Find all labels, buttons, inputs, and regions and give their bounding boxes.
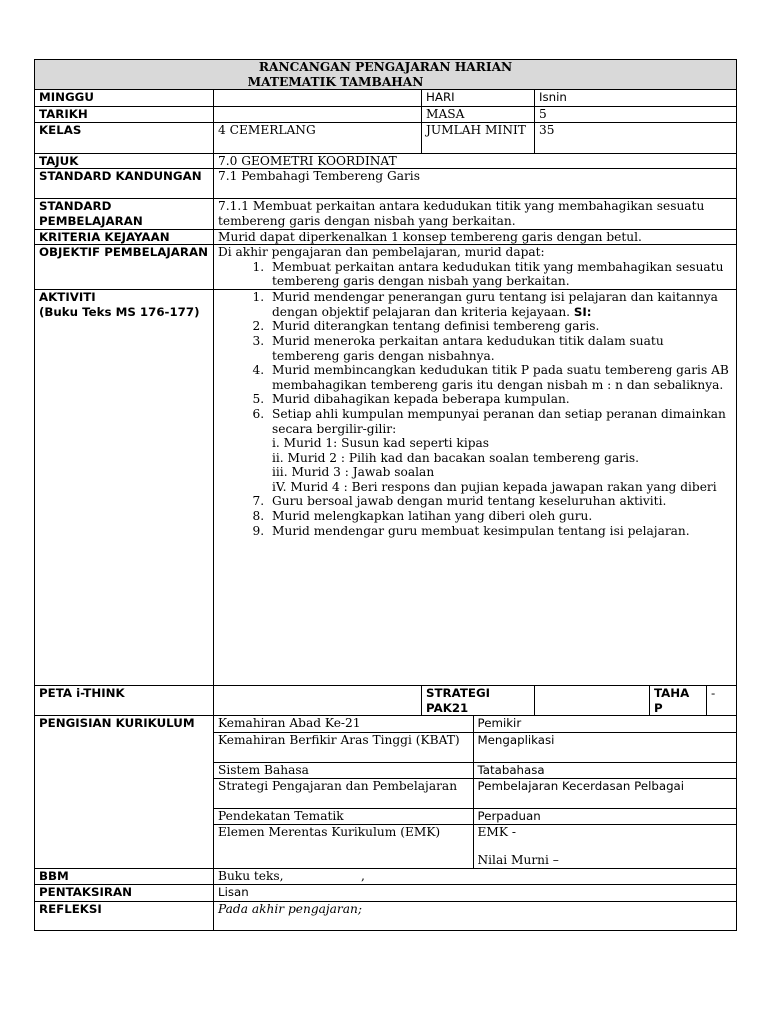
aktiviti-item-2: 2. Murid diterangkan tentang definisi tembereng garis. xyxy=(268,319,732,334)
bbm-label: BBM xyxy=(35,869,214,885)
lesson-plan-document xyxy=(34,59,736,931)
objektif-item: 1. Membuat perkaitan antara kedudukan titik yang membahagikan sesuatu tembereng garis dengan nisbah yang berkaitan. xyxy=(268,260,732,289)
standard-pembelajaran-value: 7.1.1 Membuat perkaitan antara kedudukan titik yang membahagikan sesuatu tembereng garis dengan nisbah yang berkaitan. xyxy=(214,199,737,229)
kriteria-kejayaan-value: Murid dapat diperkenalkan 1 konsep tembereng garis dengan betul. xyxy=(214,229,737,245)
standard-kandungan-value: 7.1 Pembahagi Tembereng Garis xyxy=(214,169,737,199)
pengisian-value-5: Perpaduan xyxy=(473,808,736,824)
pengisian-key-4: Strategi Pengajaran dan Pembelajaran xyxy=(214,778,473,808)
objektif-label: OBJEKTIF PEMBELAJARAN xyxy=(35,245,214,290)
aktiviti-item-5: 5. Murid dibahagikan kepada beberapa kumpulan. xyxy=(268,392,732,407)
pengisian-key-1: Kemahiran Abad Ke-21 xyxy=(214,716,473,732)
pentaksiran-value: Lisan xyxy=(214,884,737,901)
aktiviti-label-cell xyxy=(35,290,214,686)
aktiviti-item-4: 4. Murid membincangkan kedudukan titik P pada suatu tembereng garis AB membahagikan tembereng garis itu dengan nisbah m : n dan sebaliknya. xyxy=(268,363,732,392)
objektif-content xyxy=(214,245,737,290)
aktiviti-list xyxy=(218,290,732,538)
aktiviti-item-9: 9. Murid mendengar guru membuat kesimpulan tentang isi pelajaran. xyxy=(268,524,732,539)
aktiviti-item-1 xyxy=(268,290,732,319)
aktiviti-item-6-text: Setiap ahli kumpulan mempunyai peranan dan setiap peranan dimainkan secara bergilir-gilir: xyxy=(272,406,726,436)
pengisian-value-1: Pemikir xyxy=(473,716,736,732)
emk-value: EMK - xyxy=(477,824,516,839)
peta-ithink-value xyxy=(214,686,422,716)
aktiviti-item-7: 7. Guru bersoal jawab dengan murid tentang keseluruhan aktiviti. xyxy=(268,494,732,509)
si-tag: SI: xyxy=(573,304,592,319)
role-3: iii. Murid 3 : Jawab soalan xyxy=(272,465,435,480)
role-2: ii. Murid 2 : Pilih kad dan bacakan soalan tembereng garis. xyxy=(272,450,640,465)
pengisian-key-2: Kemahiran Berfikir Aras Tinggi (KBAT) xyxy=(214,732,473,762)
objektif-list xyxy=(218,260,732,289)
pengisian-subtable xyxy=(214,716,736,868)
aktiviti-item-8: 8. Murid melengkapkan latihan yang diberi oleh guru. xyxy=(268,509,732,524)
aktiviti-item-6 xyxy=(268,407,732,495)
standard-pembelajaran-label: STANDARD PEMBELAJARAN xyxy=(35,199,214,229)
masa-label: MASA xyxy=(422,107,535,123)
aktiviti-item-3: 3. Murid meneroka perkaitan antara kedudukan titik dalam suatu tembereng garis dengan nisbahnya. xyxy=(268,334,732,363)
pengisian-kurikulum-content xyxy=(214,716,737,869)
refleksi-value: Pada akhir pengajaran; xyxy=(214,901,737,930)
minggu-value xyxy=(214,90,422,107)
role-1: i. Murid 1: Susun kad seperti kipas xyxy=(272,436,490,451)
bbm-value: Buku teks, , xyxy=(214,869,737,885)
kelas-label: KELAS xyxy=(35,122,214,153)
hari-label: HARI xyxy=(422,90,535,107)
aktiviti-content xyxy=(214,290,737,686)
pengisian-kurikulum-label: PENGISIAN KURIKULUM xyxy=(35,716,214,869)
tahap-value: - xyxy=(707,686,737,716)
peta-ithink-label: PETA i-THINK xyxy=(35,686,214,716)
kelas-value: 4 CEMERLANG xyxy=(214,122,422,153)
strategi-pak21-value xyxy=(535,686,650,716)
title-line-2: MATEMATIK TAMBAHAN xyxy=(247,74,424,89)
pengisian-value-4: Pembelajaran Kecerdasan Pelbagai xyxy=(473,778,736,808)
hari-value: Isnin xyxy=(535,90,737,107)
jumlah-minit-label: JUMLAH MINIT xyxy=(422,122,535,153)
tahap-label: TAHA P xyxy=(650,686,707,716)
pengisian-value-3: Tatabahasa xyxy=(473,762,736,778)
pengisian-key-5: Pendekatan Tematik xyxy=(214,808,473,824)
emk-content xyxy=(473,824,736,868)
title-line-1: RANCANGAN PENGAJARAN HARIAN xyxy=(258,60,513,74)
tajuk-label: TAJUK xyxy=(35,153,214,169)
kriteria-kejayaan-label: KRITERIA KEJAYAAN xyxy=(35,229,214,245)
pengisian-value-2: Mengaplikasi xyxy=(473,732,736,762)
tarikh-label: TARIKH xyxy=(35,107,214,123)
standard-kandungan-label: STANDARD KANDUNGAN xyxy=(35,169,214,199)
masa-value: 5 xyxy=(535,107,737,123)
aktiviti-sublabel: (Buku Teks MS 176-177) xyxy=(39,304,200,319)
pengisian-key-3: Sistem Bahasa xyxy=(214,762,473,778)
refleksi-label: REFLEKSI xyxy=(35,901,214,930)
pentaksiran-label: PENTAKSIRAN xyxy=(35,884,214,901)
objektif-intro: Di akhir pengajaran dan pembelajaran, murid dapat: xyxy=(218,245,545,260)
aktiviti-label: AKTIVITI xyxy=(39,290,96,305)
lesson-plan-table xyxy=(34,59,737,931)
role-4: iV. Murid 4 : Beri respons dan pujian kepada jawapan rakan yang diberi xyxy=(272,479,717,494)
strategi-pak21-label: STRATEGI PAK21 xyxy=(422,686,535,716)
document-title xyxy=(35,60,737,90)
minggu-label: MINGGU xyxy=(35,90,214,107)
emk-label: Elemen Merentas Kurikulum (EMK) xyxy=(214,824,473,868)
tarikh-value xyxy=(214,107,422,123)
nilai-murni-value: Nilai Murni – xyxy=(477,853,559,868)
tajuk-value: 7.0 GEOMETRI KOORDINAT xyxy=(214,153,737,169)
aktiviti-item-1-text: Murid mendengar penerangan guru tentang isi pelajaran dan kaitannya dengan objektif pelajaran dan kriteria kejayaan. xyxy=(272,290,718,319)
jumlah-minit-value: 35 xyxy=(535,122,737,153)
